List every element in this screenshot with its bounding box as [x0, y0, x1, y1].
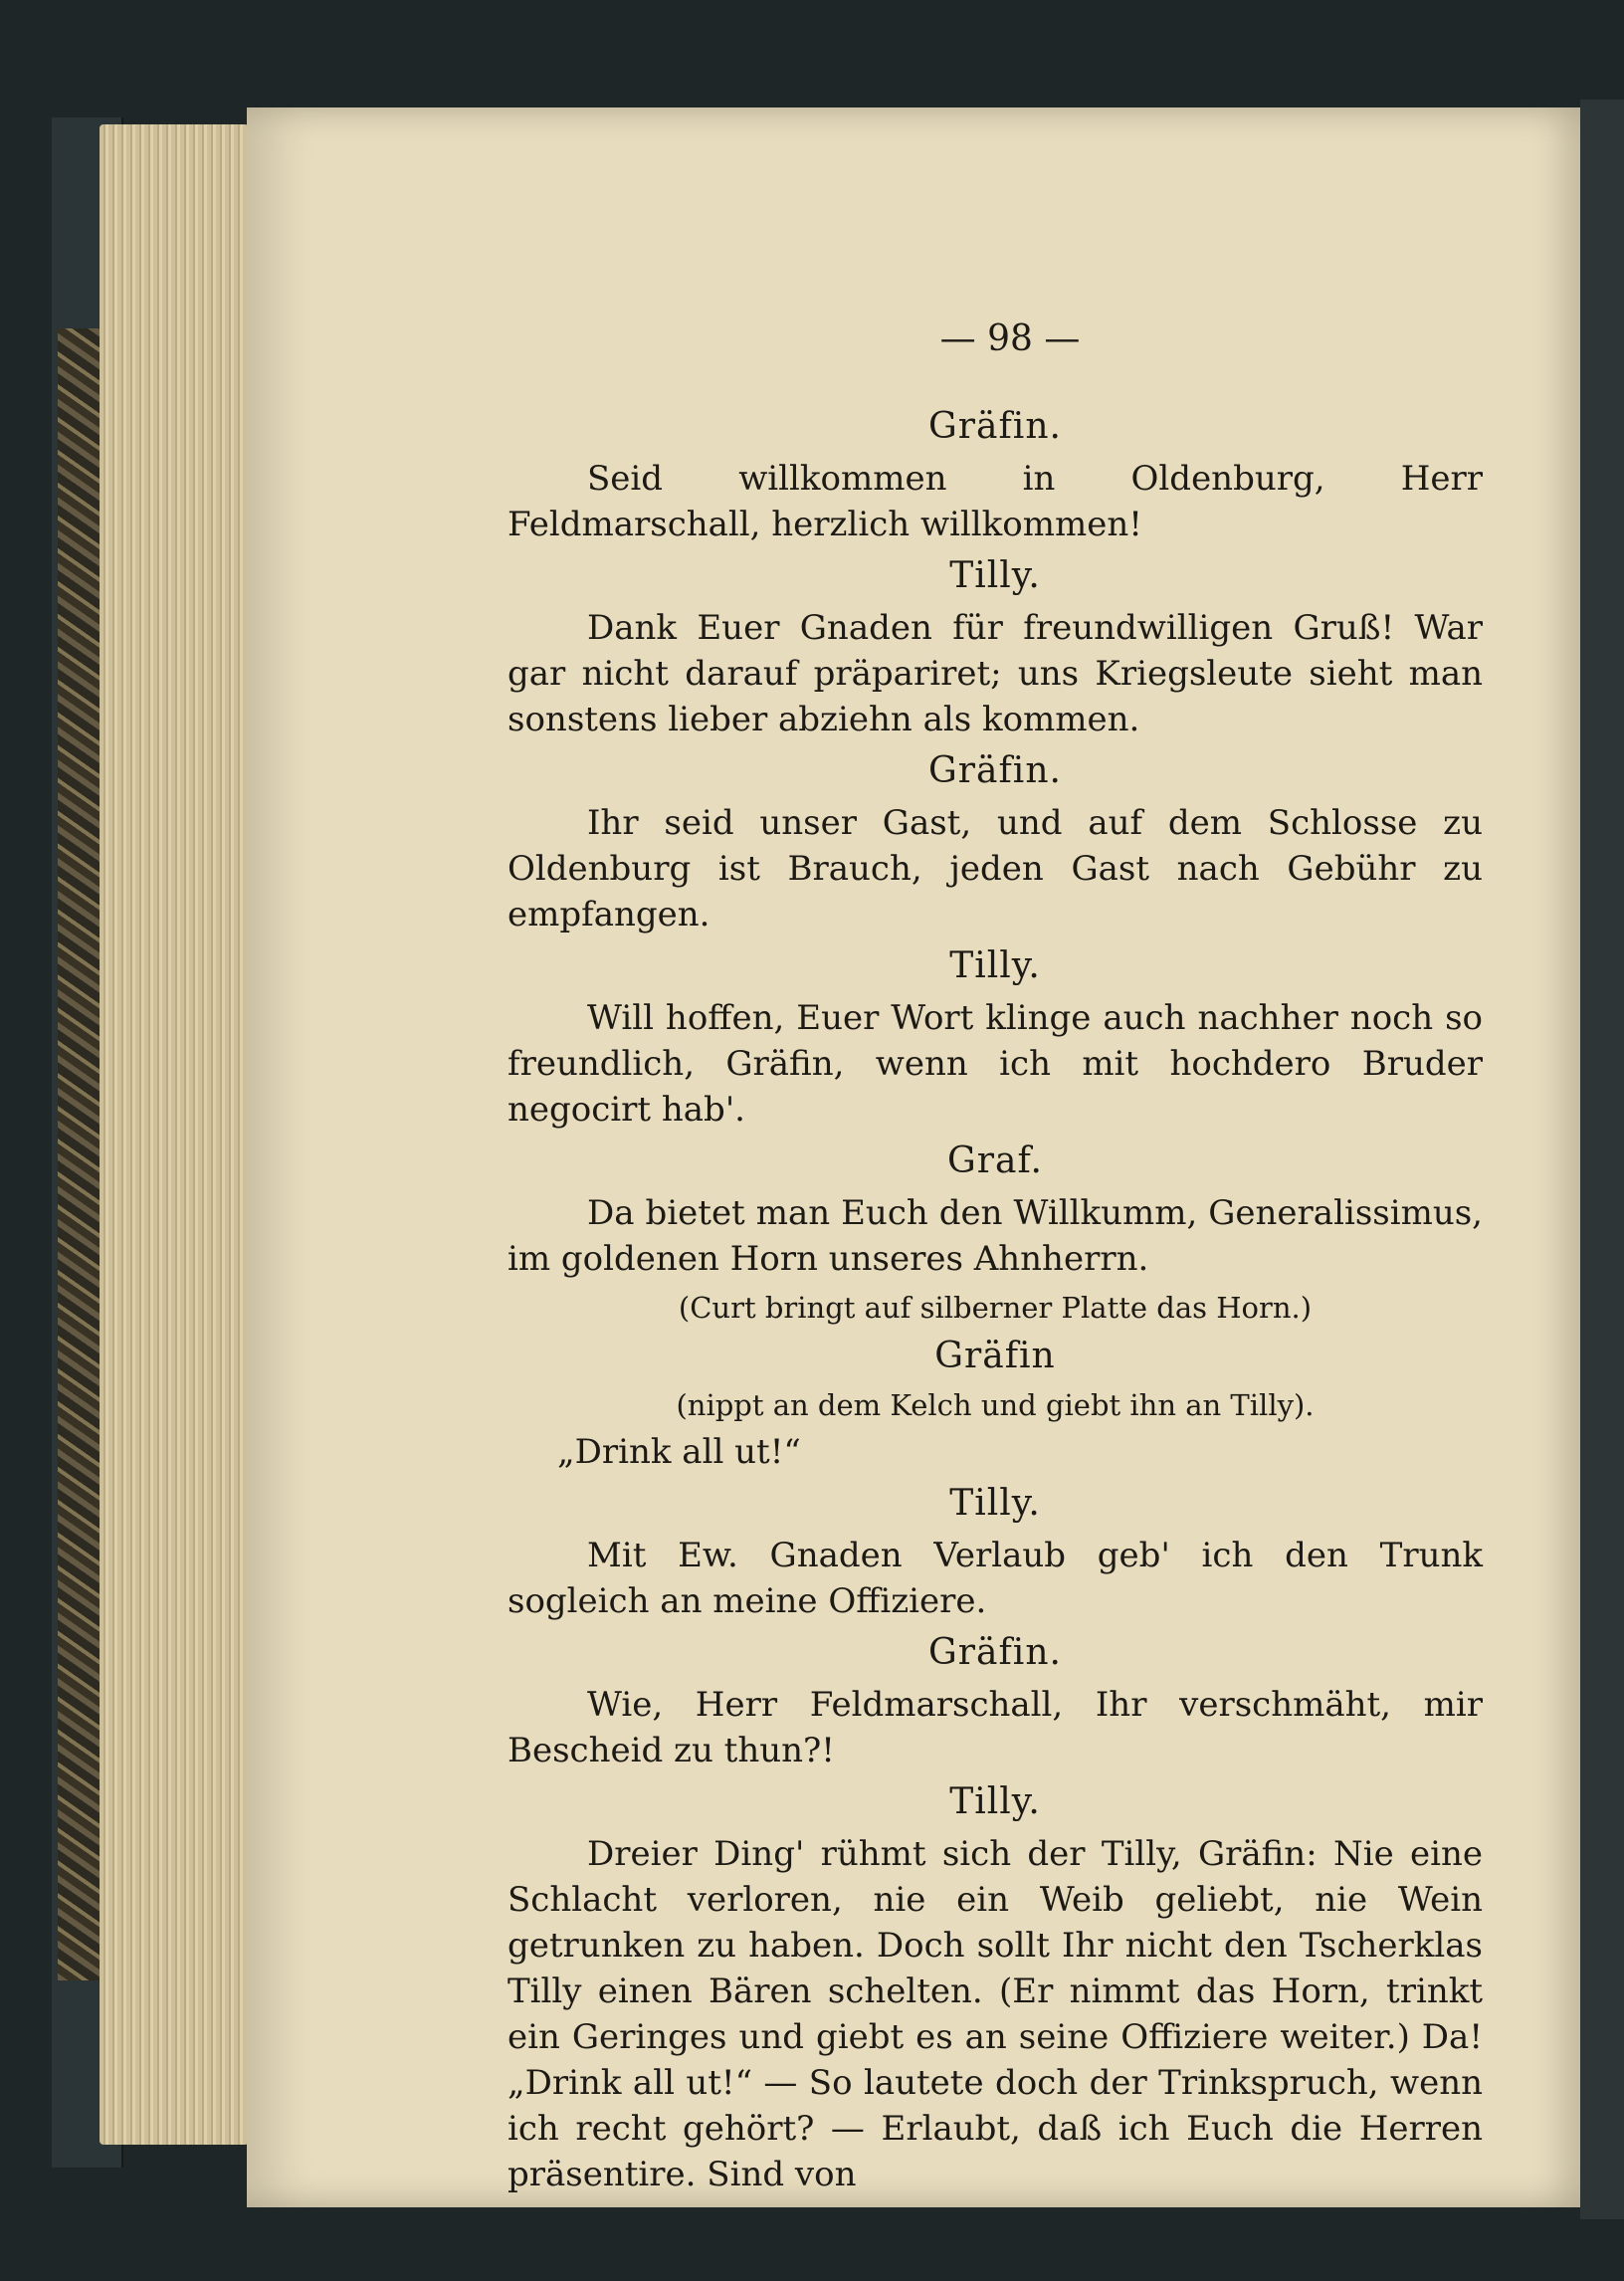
dialogue-line: Ihr seid unser Gast, und auf dem Schlosse zu Oldenburg ist Brauch, jeden Gast nach Gebühr zu empfangen. — [508, 803, 1483, 934]
play-text — [508, 404, 1483, 2197]
speaker-name: Tilly. — [949, 945, 1041, 986]
speaker-name: Tilly. — [949, 1781, 1041, 1822]
speaker-name: Gräfin — [934, 1336, 1056, 1376]
page-number: — 98 — — [939, 318, 1081, 359]
speaker-name: Graf. — [947, 1140, 1043, 1181]
right-cover-edge — [1580, 100, 1624, 2219]
stage-direction: (Curt bringt auf silberner Platte das Horn.) — [678, 1291, 1313, 1325]
speaker-name: Gräfin. — [928, 406, 1062, 447]
dialogue-line: Mit Ew. Gnaden Verlaub geb' ich den Trunk sogleich an meine Offiziere. — [508, 1536, 1483, 1621]
speaker-name: Gräfin. — [928, 750, 1062, 791]
dialogue-line: Wie, Herr Feldmarschall, Ihr verschmäht, mir Bescheid zu thun?! — [508, 1685, 1483, 1770]
page-edges — [100, 124, 249, 2145]
page-text — [508, 316, 1483, 2203]
speaker-name: Tilly. — [949, 555, 1041, 596]
speaker-name: Gräfin. — [928, 1632, 1062, 1673]
dialogue-line: Seid willkommen in Oldenburg, Herr Feldmarschall, herzlich willkommen! — [508, 459, 1483, 544]
dialogue-line: Dank Euer Gnaden für freundwilligen Gruß! War gar nicht darauf präpariret; uns Kriegsleute sieht man sonstens lieber abziehn als kommen. — [508, 608, 1483, 739]
dialogue-line: Da bietet man Euch den Willkumm, Generalissimus, im goldenen Horn unseres Ahnherrn. — [508, 1193, 1483, 1279]
dialogue-line: Will hoffen, Euer Wort klinge auch nachher noch so freundlich, Gräfin, wenn ich mit hochdero Bruder negocirt hab'. — [508, 998, 1483, 1130]
speaker-name: Tilly. — [949, 1483, 1041, 1524]
dialogue-line: Dreier Ding' rühmt sich der Tilly, Gräfin: Nie eine Schlacht verloren, nie ein Weib geliebt, nie Wein getrunken zu haben. Doch sollt Ihr nicht den Tscherklas Tilly einen Bären schelten. (Er nimmt das Horn, trinkt ein Geringes und giebt es an seine Offiziere weiter.) Da! „Drink all ut!“ — So lautete doch der Trinkspruch, wenn ich recht gehört? — Erlaubt, daß ich Euch die Herren präsentire. Sind von — [508, 1834, 1483, 2194]
dialogue-line: „Drink all ut!“ — [557, 1432, 801, 1472]
stage-direction: (nippt an dem Kelch und giebt ihn an Tilly). — [676, 1388, 1315, 1422]
